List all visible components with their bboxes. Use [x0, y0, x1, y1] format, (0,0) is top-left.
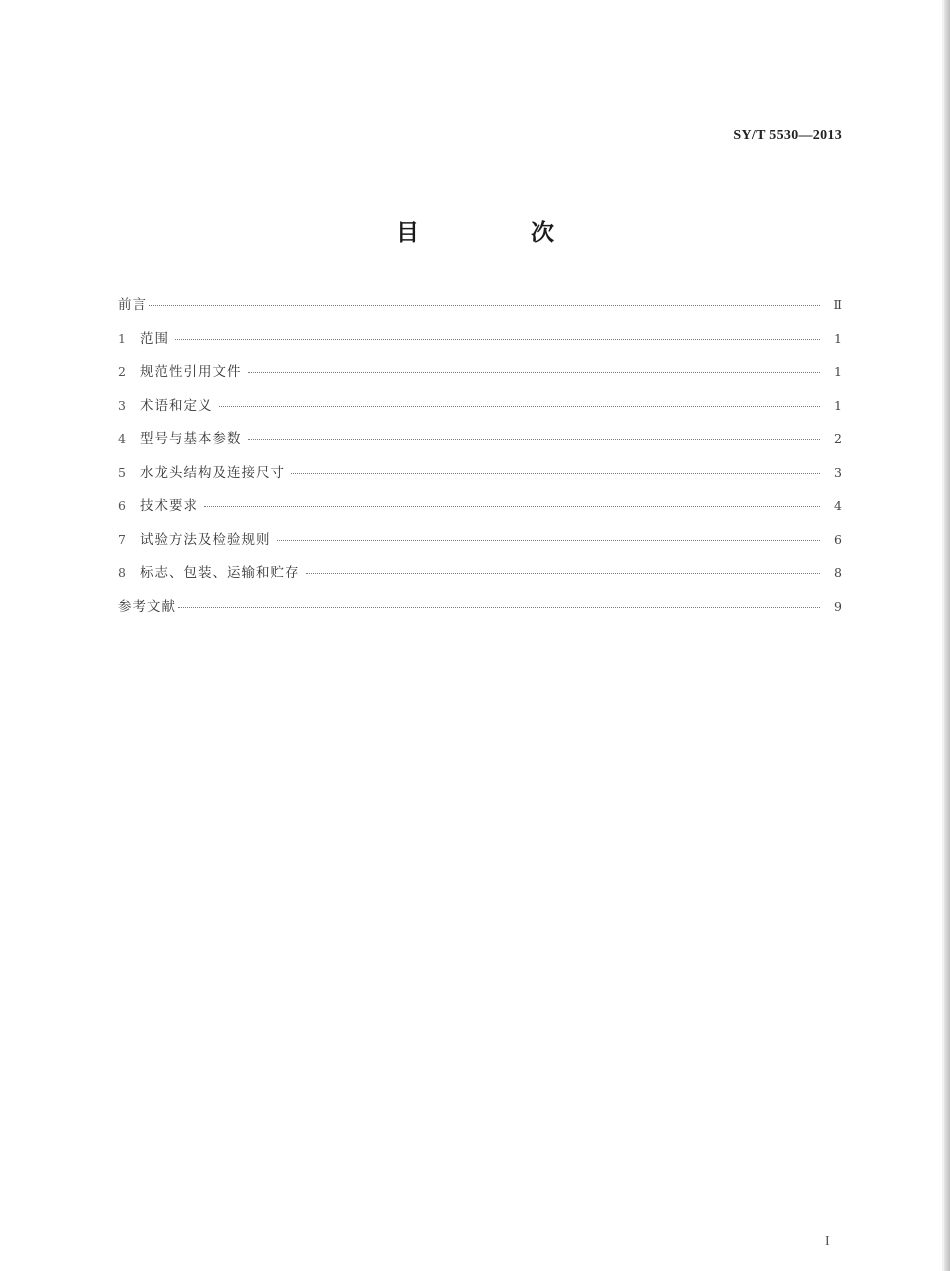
toc-entry-page: 8	[834, 565, 842, 580]
toc-entry-page: 9	[834, 598, 842, 614]
toc-entry-number: 1	[118, 330, 126, 346]
toc-entry-number: 2	[118, 364, 126, 379]
dot-leader	[219, 406, 821, 407]
toc-entry-page: 4	[834, 498, 842, 513]
dot-leader	[175, 339, 820, 340]
toc-entry-label: 规范性引用文件	[140, 364, 242, 380]
page-number: I	[825, 1234, 830, 1249]
toc-entry-label: 范围	[140, 330, 169, 347]
dot-leader	[178, 607, 820, 608]
scan-edge-highlight	[942, 0, 944, 1271]
toc-entry-swivel-structure[interactable]	[118, 461, 842, 495]
toc-entry-label: 标志、包装、运输和贮存	[140, 565, 300, 581]
toc-entry-label: 参考文献	[118, 598, 176, 615]
dot-leader	[204, 506, 820, 507]
dot-leader	[149, 305, 820, 306]
dot-leader	[277, 540, 821, 541]
dot-leader	[248, 372, 821, 373]
toc-entry-number: 3	[118, 397, 126, 413]
toc-entry-number: 8	[118, 565, 126, 580]
toc-entry-page: 1	[834, 330, 842, 346]
scan-edge-shadow	[944, 0, 950, 1271]
toc-entry-number: 6	[118, 498, 126, 513]
toc-entry-marking-packaging[interactable]	[118, 561, 842, 595]
toc-entry-foreword[interactable]	[118, 293, 842, 327]
toc-entry-label: 前言	[118, 297, 147, 313]
toc-entry-page: Ⅱ	[833, 297, 842, 312]
toc-entry-scope[interactable]	[118, 327, 842, 361]
toc-entry-page: 1	[834, 364, 842, 379]
toc-entry-page: 3	[834, 464, 842, 480]
dot-leader	[306, 573, 821, 574]
toc-entry-page: 6	[834, 531, 842, 547]
toc-entry-label: 试验方法及检验规则	[140, 531, 271, 548]
dot-leader	[248, 439, 821, 440]
toc-entry-label: 术语和定义	[140, 397, 213, 414]
toc-entry-bibliography[interactable]	[118, 595, 842, 629]
toc-entry-label: 技术要求	[140, 498, 198, 514]
dot-leader	[291, 473, 820, 474]
toc-entry-terms-definitions[interactable]	[118, 394, 842, 428]
toc-entry-page: 2	[834, 431, 842, 446]
toc-entry-number: 5	[118, 464, 126, 480]
toc-entry-number: 7	[118, 531, 126, 547]
toc-entry-normative-references[interactable]	[118, 360, 842, 394]
toc-entry-model-parameters[interactable]	[118, 427, 842, 461]
table-of-contents	[118, 293, 842, 628]
toc-entry-label: 水龙头结构及连接尺寸	[140, 464, 285, 481]
toc-entry-page: 1	[834, 397, 842, 413]
toc-entry-number: 4	[118, 431, 126, 446]
toc-entry-label: 型号与基本参数	[140, 431, 242, 447]
toc-entry-test-methods[interactable]	[118, 528, 842, 562]
toc-entry-technical-requirements[interactable]	[118, 494, 842, 528]
page-title: 目 次	[395, 220, 606, 246]
document-number: SY/T 5530—2013	[733, 128, 842, 143]
